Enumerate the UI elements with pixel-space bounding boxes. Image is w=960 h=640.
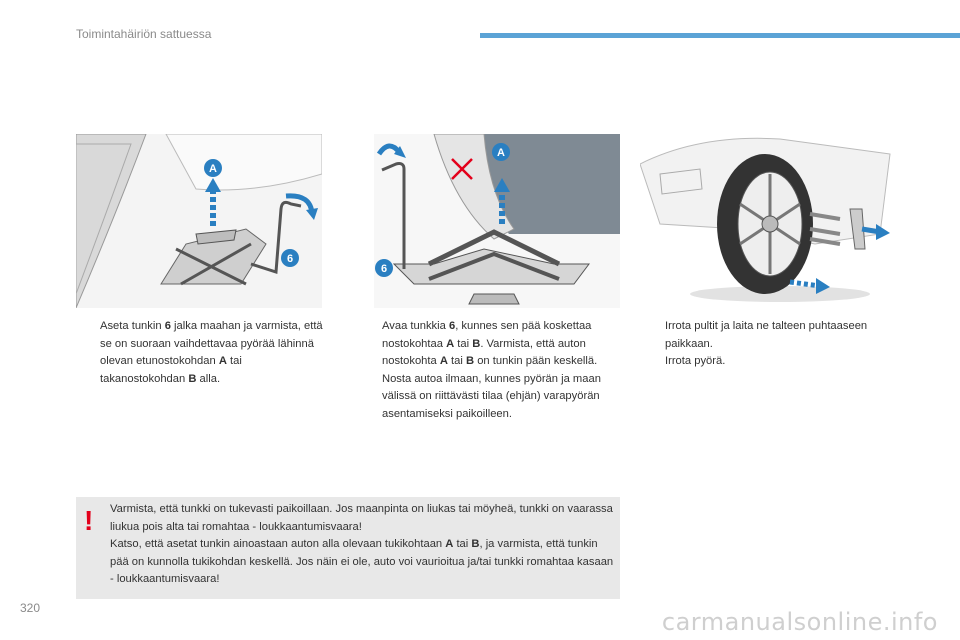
- point-a-label: A: [209, 163, 217, 175]
- warning-icon: !: [84, 505, 94, 536]
- warning-line-1: Varmista, että tunkki on tukevasti paikoillaan. Jos maanpinta on liukas tai möyheä, tunkki on vaarassa liukua pois alta tai romahtaa - loukkaantumisvaara!: [110, 503, 613, 533]
- jack-number-marker: [281, 249, 299, 267]
- warning-box: [76, 497, 620, 599]
- header-accent-bar: [480, 33, 960, 38]
- instructions-column-1: [76, 318, 326, 388]
- watermark: carmanualsonline.info: [661, 608, 938, 636]
- list-item: Irrota pultit ja laita ne talteen puhtaaseen paikkaan.: [665, 320, 868, 350]
- warning-line-2: Katso, että asetat tunkin ainoastaan auton alla olevaan tukikohtaan A tai B, ja varmista, että tunkin pää on kunnolla tukikohdan keskellä. Jos näin ei ole, auto voi vaurioitua ja/tai tunkki romahtaa kasaan - loukkaantumisvaara!: [110, 538, 614, 585]
- list-item: Aseta tunkin 6 jalka maahan ja varmista, että se on suoraan vaihdettavaa pyörää lähinnä olevan etunostokohdan A tai takanostokohdan B alla.: [100, 320, 323, 385]
- figure-wheel-removal: [640, 134, 910, 308]
- point-a-marker: [204, 159, 222, 177]
- figure-jack-placement: [76, 134, 322, 308]
- point-a-marker: [492, 143, 510, 161]
- jack-number-marker: [375, 259, 393, 277]
- warning-text: [110, 501, 615, 589]
- list-item: Irrota pyörä.: [665, 355, 726, 367]
- section-title: Toimintahäiriön sattuessa: [76, 27, 212, 41]
- figure-jack-lifting: [374, 134, 620, 308]
- list-item: Avaa tunkkia 6, kunnes sen pää koskettaa nostokohtaa A tai B. Varmista, että auton nostokohta A tai B on tunkin pään keskellä.: [382, 320, 598, 367]
- list-item: Nosta autoa ilmaan, kunnes pyörän ja maan välissä on riittävästi tilaa (ehjän) varapyörän asentamiseksi paikoilleen.: [382, 372, 601, 420]
- jack-number-label: 6: [286, 253, 294, 265]
- jack-number-label: 6: [380, 263, 388, 275]
- page-number: 320: [20, 601, 41, 615]
- instructions-column-3: [641, 318, 901, 371]
- point-a-label: A: [497, 147, 505, 159]
- instructions-column-2: [358, 318, 624, 423]
